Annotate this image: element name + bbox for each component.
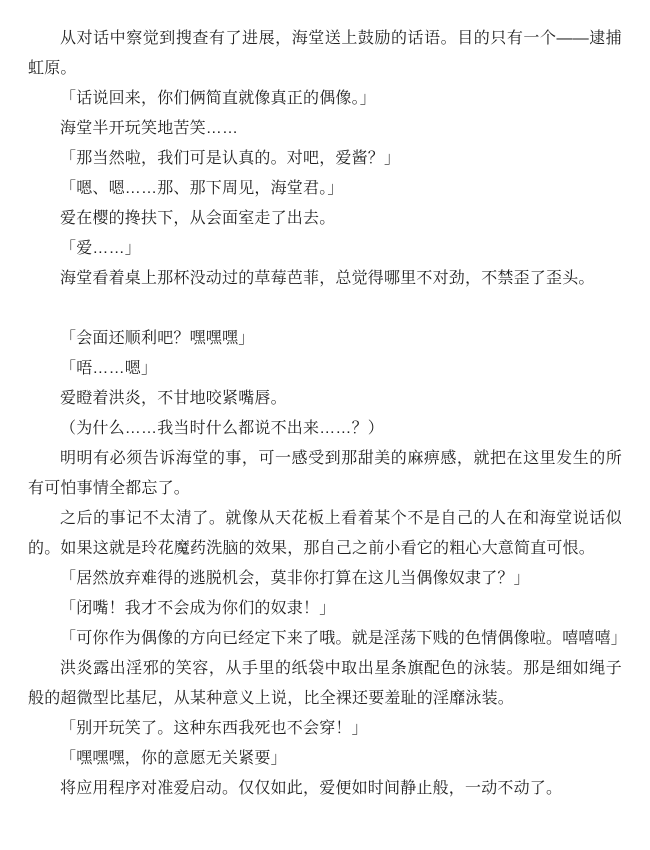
paragraph: 「居然放弃难得的逃脱机会，莫非你打算在这儿当偶像奴隶了？」 <box>60 570 530 587</box>
paragraph: 从对话中察觉到搜查有了进展，海堂送上鼓励的话语。目的只有一个——逮捕虹原。 <box>28 30 622 77</box>
paragraph: 海堂半开玩笑地苦笑…… <box>60 120 239 137</box>
paragraph: 爱在樱的搀扶下，从会面室走了出去。 <box>60 210 336 227</box>
paragraph: 「闭嘴！我才不会成为你们的奴隶！」 <box>60 600 336 617</box>
paragraph: 「会面还顺利吧？嘿嘿嘿」 <box>60 330 255 347</box>
paragraph: 「唔……嗯」 <box>60 360 158 377</box>
paragraph: 爱瞪着洪炎，不甘地咬紧嘴唇。 <box>60 390 287 407</box>
paragraph: 「嘿嘿嘿，你的意愿无关紧要」 <box>60 750 287 767</box>
paragraph: （为什么……我当时什么都说不出来……？） <box>60 420 385 437</box>
paragraph: 洪炎露出淫邪的笑容，从手里的纸袋中取出星条旗配色的泳装。那是细如绳子般的超微型比基尼，从某种意义上说，比全裸还要羞耻的淫靡泳装。 <box>28 660 622 707</box>
paragraph: 「别开玩笑了。这种东西我死也不会穿！」 <box>60 720 368 737</box>
paragraph: 明明有必须告诉海堂的事，可一感受到那甜美的麻痹感，就把在这里发生的所有可怕事情全都忘了。 <box>28 450 622 497</box>
scene-break-spacer <box>28 294 622 324</box>
paragraph: 「嗯、嗯……那、那下周见，海堂君。」 <box>60 180 344 197</box>
paragraph: 「爱……」 <box>60 240 142 257</box>
paragraph: 「那当然啦，我们可是认真的。对吧，爱酱？」 <box>60 150 401 167</box>
paragraph: 「可你作为偶像的方向已经定下来了哦。就是淫荡下贱的色情偶像啦。嘻嘻嘻」 <box>60 630 628 647</box>
paragraph: 将应用程序对准爱启动。仅仅如此，爱便如时间静止般，一动不动了。 <box>60 780 563 797</box>
paragraph: 海堂看着桌上那杯没动过的草莓芭菲，总觉得哪里不对劲，不禁歪了歪头。 <box>60 270 595 287</box>
paragraph: 之后的事记不太清了。就像从天花板上看着某个不是自己的人在和海堂说话似的。如果这就是玲花魔药洗脑的效果，那自己之前小看它的粗心大意简直可恨。 <box>28 510 622 557</box>
paragraph: 「话说回来，你们俩简直就像真正的偶像。」 <box>60 90 377 107</box>
